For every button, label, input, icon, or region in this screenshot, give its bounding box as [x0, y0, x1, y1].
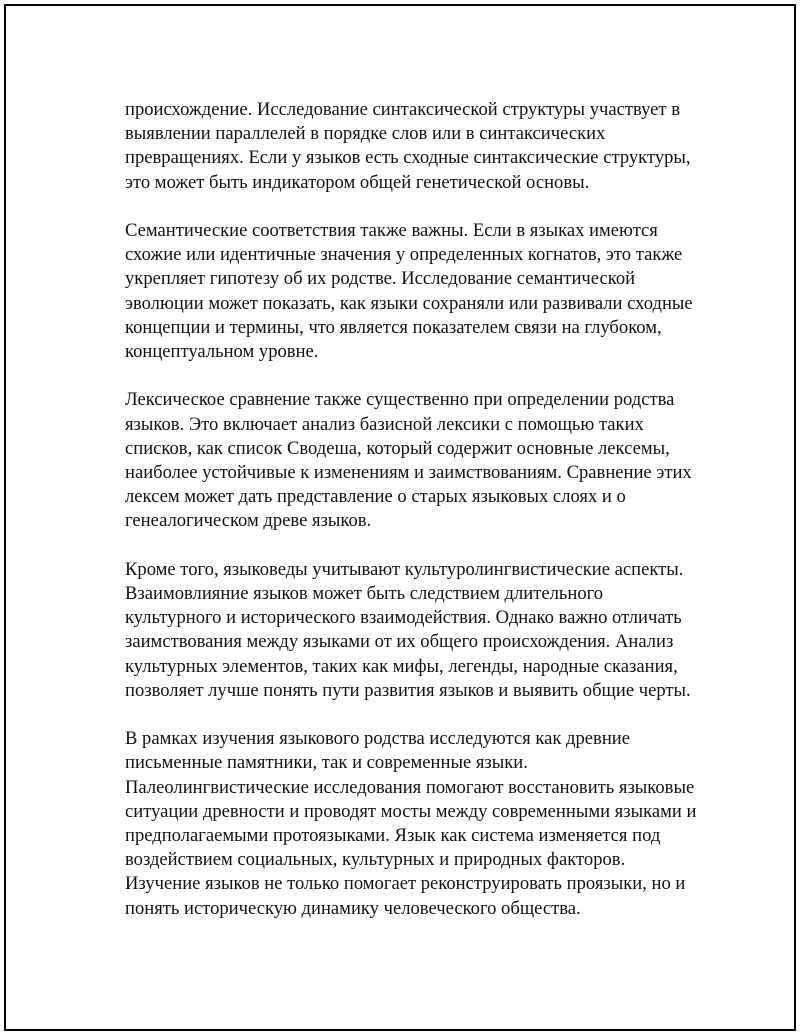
text-line: Взаимовлияние языков может быть следствием длительного: [125, 583, 604, 605]
paragraph-cultural: [125, 558, 705, 703]
text-line: Семантические соответствия также важны. Если в языках имеются: [125, 220, 658, 241]
text-line: превращениях. Если у языков есть сходные синтаксические структуры,: [125, 147, 691, 169]
text-line: предполагаемыми протоязыками. Язык как система изменяется под: [125, 825, 661, 847]
text-line: списков, как список Сводеша, который содержит основные лексемы,: [125, 437, 670, 459]
text-line: позволяет лучше понять пути развития языков и выявить общие черты.: [125, 679, 691, 701]
text-line: концепции и термины, что является показателем связи на глубоком,: [125, 316, 662, 338]
text-line: культурных элементов, таких как мифы, легенды, народные сказания,: [125, 655, 678, 677]
text-line: В рамках изучения языкового родства исследуются как древние: [125, 728, 630, 750]
text-line: письменные памятники, так и современные языки.: [125, 752, 528, 774]
text-line: воздействием социальных, культурных и природных факторов.: [125, 849, 626, 871]
text-line: Изучение языков не только помогает реконструировать проязыки, но и: [125, 873, 686, 895]
text-line: языков. Это включает анализ базисной лексики с помощью таких: [125, 413, 644, 435]
paragraph-lexical: [125, 388, 705, 533]
text-line: укрепляет гипотезу об их родстве. Исследование семантической: [125, 268, 636, 290]
paragraph-paleolinguistics: [125, 727, 705, 921]
text-line: генеалогическом древе языков.: [125, 510, 372, 532]
text-line: это может быть индикатором общей генетической основы.: [125, 171, 590, 193]
text-line: происхождение. Исследование синтаксической структуры участвует в: [125, 99, 680, 120]
text-line: ситуации древности и проводят мосты между современными языками и: [125, 800, 697, 822]
text-line: схожие или идентичные значения у определенных когнатов, это также: [125, 244, 683, 266]
text-line: Лексическое сравнение также существенно при определении родства: [125, 389, 675, 411]
text-line: Кроме того, языковеды учитывают культуролингвистические аспекты.: [125, 558, 684, 580]
text-line: лексем может дать представление о старых языковых слоях и о: [125, 486, 626, 508]
text-line: заимствования между языками от их общего происхождения. Анализ: [125, 631, 674, 653]
text-line: Палеолингвистические исследования помогают восстановить языковые: [125, 776, 695, 798]
paragraph-semantics: [125, 219, 705, 364]
text-line: эволюции может показать, как языки сохраняли или развивали сходные: [125, 292, 693, 314]
text-line: наиболее устойчивые к изменениям и заимствованиям. Сравнение этих: [125, 462, 692, 484]
document-body: [125, 98, 705, 945]
text-line: выявлении параллелей в порядке слов или в синтаксических: [125, 123, 606, 145]
page-frame: [4, 4, 796, 1031]
paragraph-syntax: [125, 98, 705, 195]
text-line: понять историческую динамику человеческого общества.: [125, 897, 581, 919]
text-line: культурного и исторического взаимодействия. Однако важно отличать: [125, 607, 682, 629]
text-line: концептуальном уровне.: [125, 341, 319, 363]
